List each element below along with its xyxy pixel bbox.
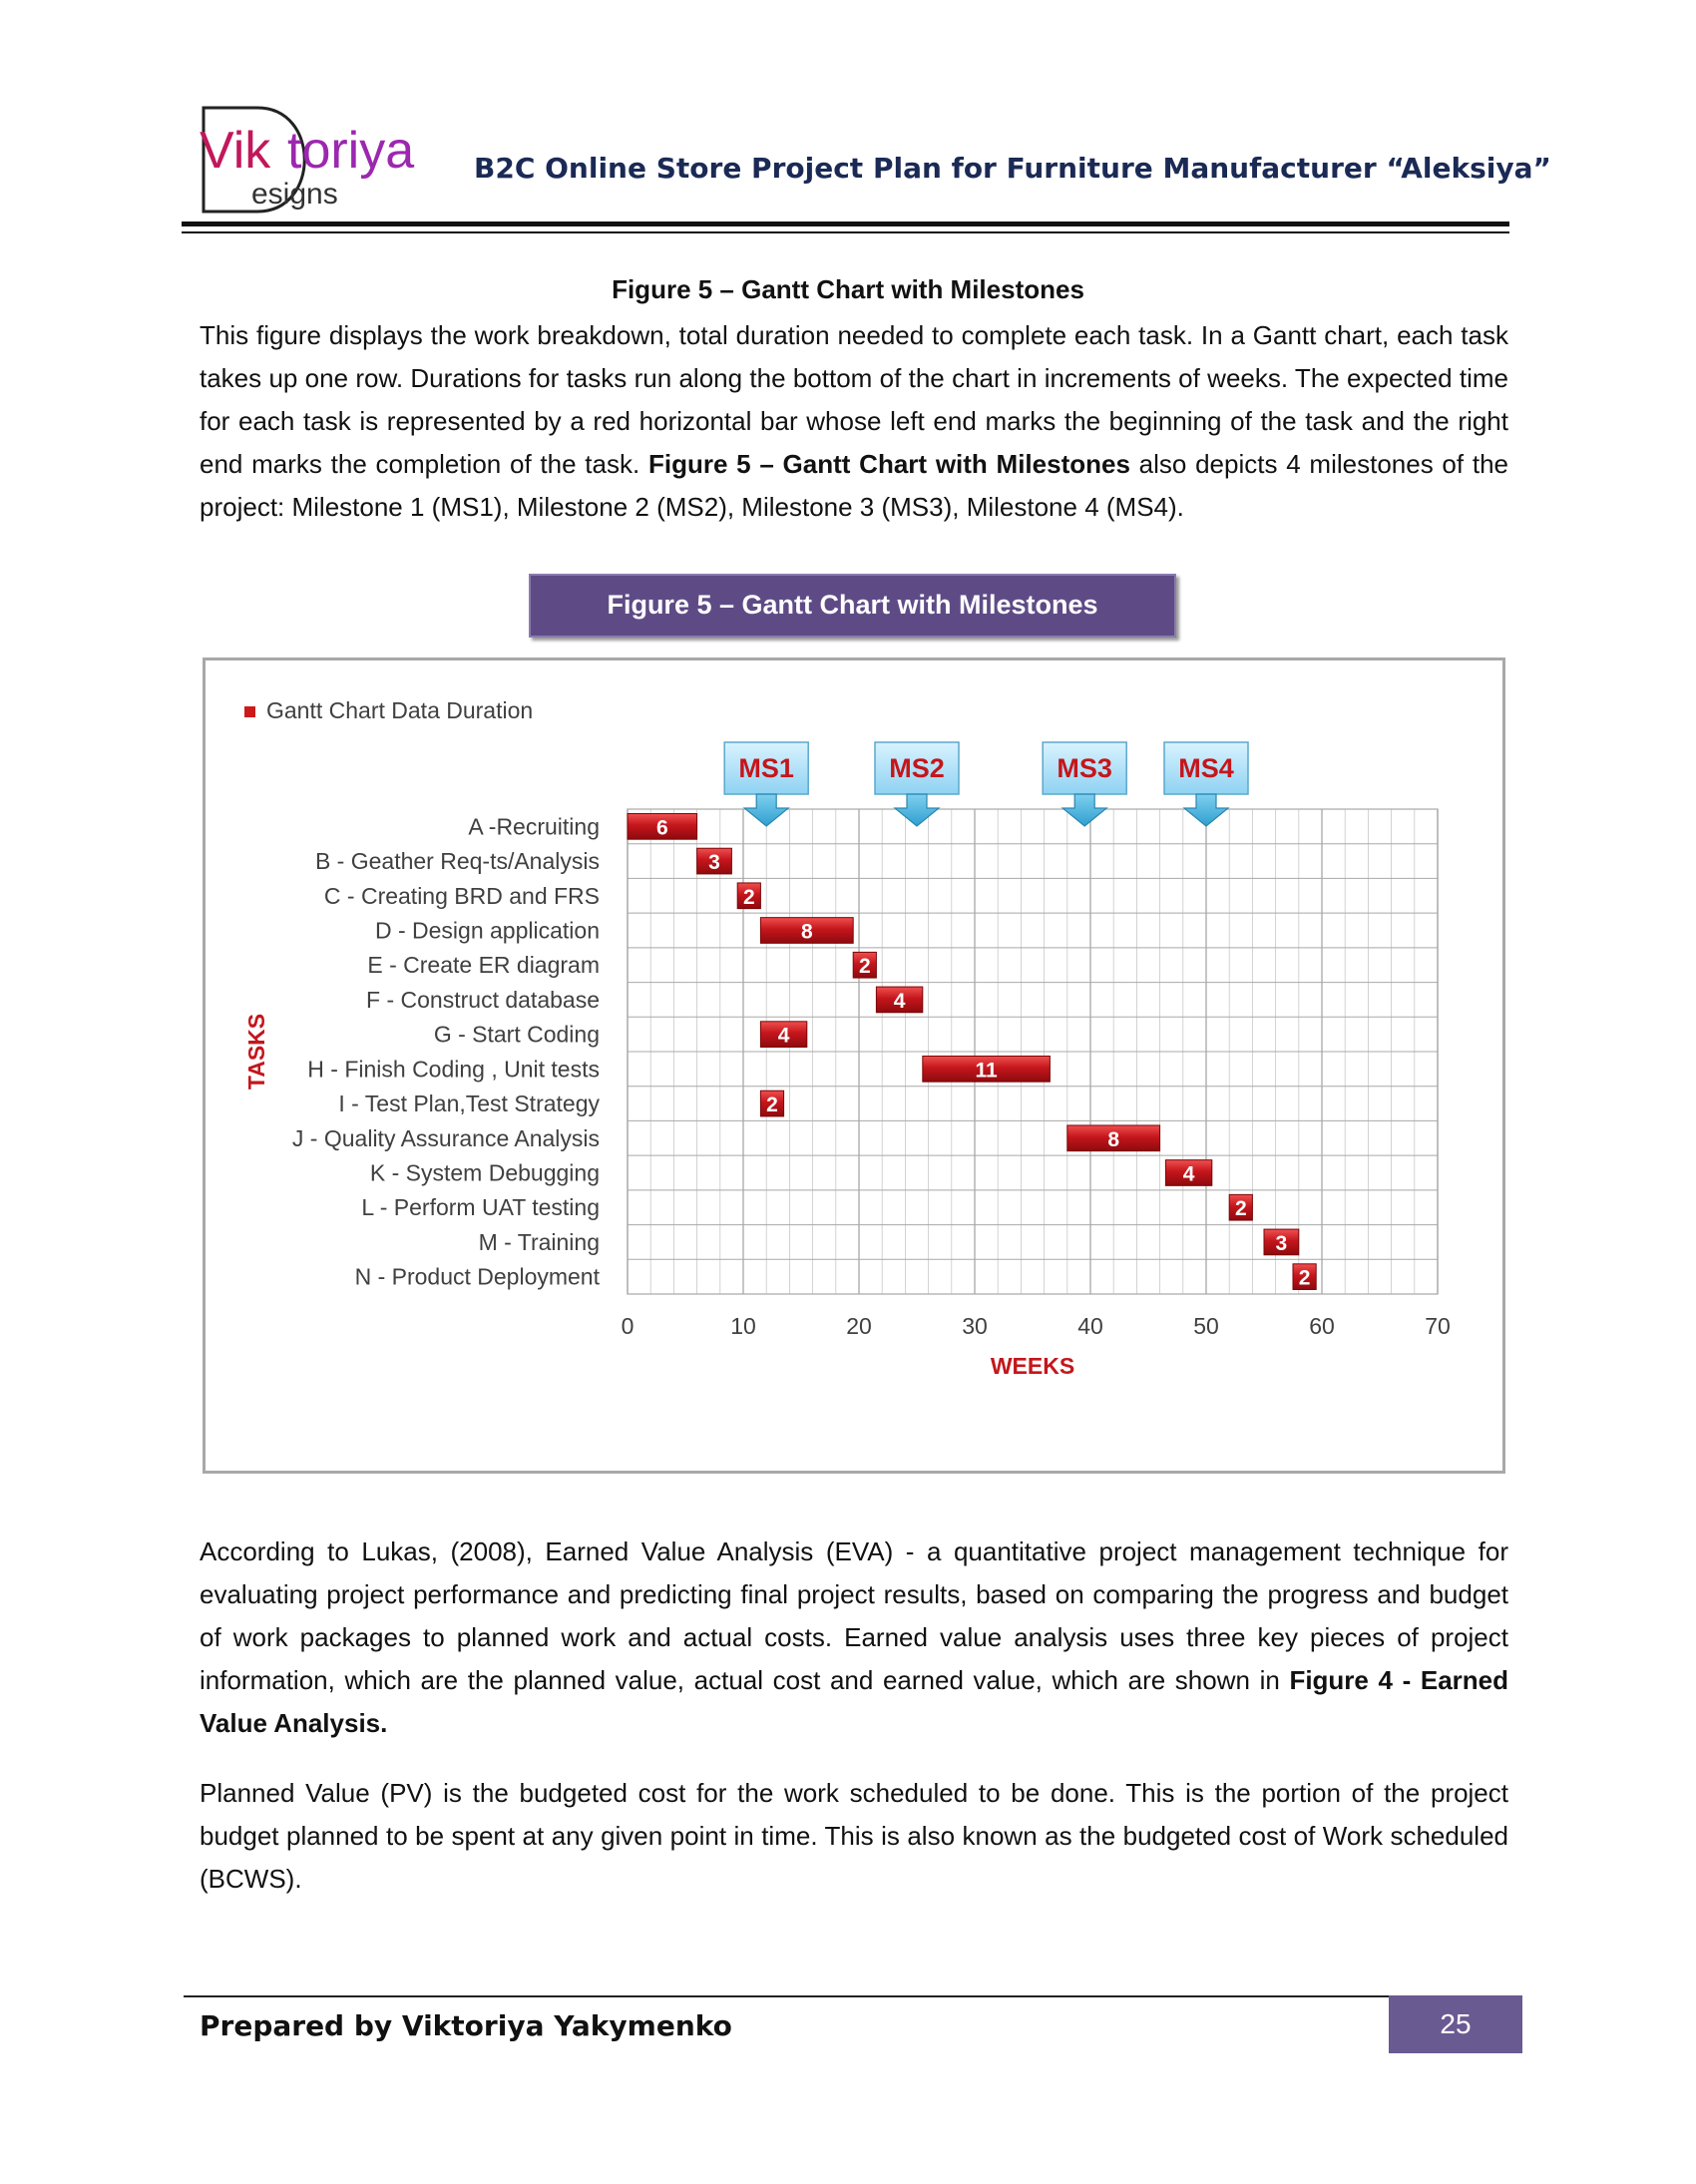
- x-tick-label: 50: [1193, 1313, 1219, 1339]
- gantt-chart: [203, 657, 1505, 1474]
- intro-text-1: This figure displays the work breakdown, total duration needed to complete each task. In a Gantt chart, each task takes up one row. Durations for tasks run along the bottom of the chart in increments of weeks. The expected time for each task is represented by a red horizontal bar whose left end marks the beginning of the task and the right end marks the completion of the task.: [200, 320, 1508, 479]
- task-label: H - Finish Coding , Unit tests: [307, 1056, 600, 1083]
- figure-caption: Figure 5 – Gantt Chart with Milestones: [612, 274, 1084, 304]
- task-duration-label: 2: [766, 1093, 778, 1117]
- viktoriya-designs-logo: [196, 100, 455, 219]
- x-tick-label: 10: [730, 1313, 756, 1339]
- task-label: C - Creating BRD and FRS: [323, 882, 600, 909]
- figure-banner: Figure 5 – Gantt Chart with Milestones: [529, 574, 1176, 638]
- task-duration-label: 6: [655, 816, 668, 840]
- planned-value-paragraph: Planned Value (PV) is the budgeted cost for the work scheduled to be done. This is the portion of the project budget planned to be spent at any given point in time. This is also known as the budgeted cost of Work scheduled (BCWS).: [200, 1778, 1508, 1894]
- x-tick-label: 30: [962, 1313, 988, 1339]
- task-label: K - System Debugging: [369, 1159, 600, 1186]
- eva-paragraph: [200, 1530, 1508, 1745]
- task-label: N - Product Deployment: [354, 1263, 600, 1290]
- x-tick-label: 20: [846, 1313, 872, 1339]
- intro-text-2: also depicts 4 milestones of the project: Milestone 1 (MS1), Milestone 2 (MS2), Milestone 3 (MS3), Milestone 4 (MS4).: [200, 449, 1509, 522]
- footer-rule: [184, 1995, 1391, 1997]
- task-label: F - Construct database: [366, 986, 600, 1013]
- milestone-label: MS3: [1057, 753, 1112, 783]
- x-tick-label: 70: [1425, 1313, 1451, 1339]
- task-duration-label: 2: [742, 885, 755, 909]
- task-label: M - Training: [478, 1228, 600, 1255]
- task-duration-label: 3: [1275, 1231, 1288, 1255]
- milestone-label: MS2: [889, 753, 945, 783]
- task-duration-label: 4: [777, 1024, 790, 1048]
- page-number: 25: [1389, 1995, 1522, 2053]
- task-duration-label: 2: [858, 955, 871, 979]
- x-axis-title: WEEKS: [990, 1353, 1075, 1379]
- legend-label: Gantt Chart Data Duration: [266, 697, 534, 723]
- x-tick-label: 60: [1309, 1313, 1335, 1339]
- task-label: I - Test Plan,Test Strategy: [338, 1091, 600, 1117]
- eva-text: According to Lukas, (2008), Earned Value Analysis (EVA) - a quantitative project management technique for evaluating project performance and predicting final project results, based on comparing the progress and budget of work packages to planned work and actual costs. Earned value analysis uses three key pieces of project information, which are the planned value, actual cost and earned value, which are shown in: [200, 1536, 1508, 1695]
- task-label: L - Perform UAT testing: [361, 1194, 600, 1221]
- document-header-title: B2C Online Store Project Plan for Furniture Manufacturer “Aleksiya”: [474, 152, 1551, 185]
- intro-paragraph: [200, 314, 1508, 529]
- footer-prepared-by: Prepared by Viktoriya Yakymenko: [200, 2009, 732, 2042]
- header-rule-thin: [182, 231, 1509, 233]
- header-rule-thick: [182, 221, 1509, 226]
- milestone-label: MS1: [738, 753, 794, 783]
- task-duration-label: 4: [893, 989, 906, 1013]
- legend-swatch: [244, 706, 255, 717]
- task-duration-label: 8: [800, 920, 813, 944]
- intro-figure-reference: Figure 5 – Gantt Chart with Milestones: [647, 449, 1130, 479]
- milestone-label: MS4: [1178, 753, 1234, 783]
- svg-text:esigns: esigns: [251, 178, 338, 211]
- task-label: B - Geather Req-ts/Analysis: [314, 848, 600, 875]
- eva-figure-reference: Figure 4 - Earned Value Analysis.: [200, 1665, 1508, 1738]
- task-label: G - Start Coding: [433, 1021, 600, 1048]
- svg-text:Vik: Vik: [200, 122, 271, 180]
- task-label: A -Recruiting: [468, 813, 600, 840]
- y-axis-title: TASKS: [243, 1013, 269, 1091]
- task-duration-label: 4: [1182, 1162, 1195, 1186]
- task-duration-label: 2: [1298, 1266, 1311, 1290]
- task-duration-label: 11: [975, 1059, 998, 1083]
- task-label: D - Design application: [374, 917, 600, 944]
- task-duration-label: 8: [1107, 1127, 1120, 1151]
- x-tick-label: 40: [1077, 1313, 1103, 1339]
- task-label: J - Quality Assurance Analysis: [291, 1124, 600, 1151]
- x-tick-label: 0: [621, 1313, 635, 1339]
- task-label: E - Create ER diagram: [367, 952, 600, 979]
- task-duration-label: 3: [708, 851, 720, 875]
- task-duration-label: 2: [1234, 1197, 1247, 1221]
- svg-text:toriya: toriya: [287, 122, 415, 180]
